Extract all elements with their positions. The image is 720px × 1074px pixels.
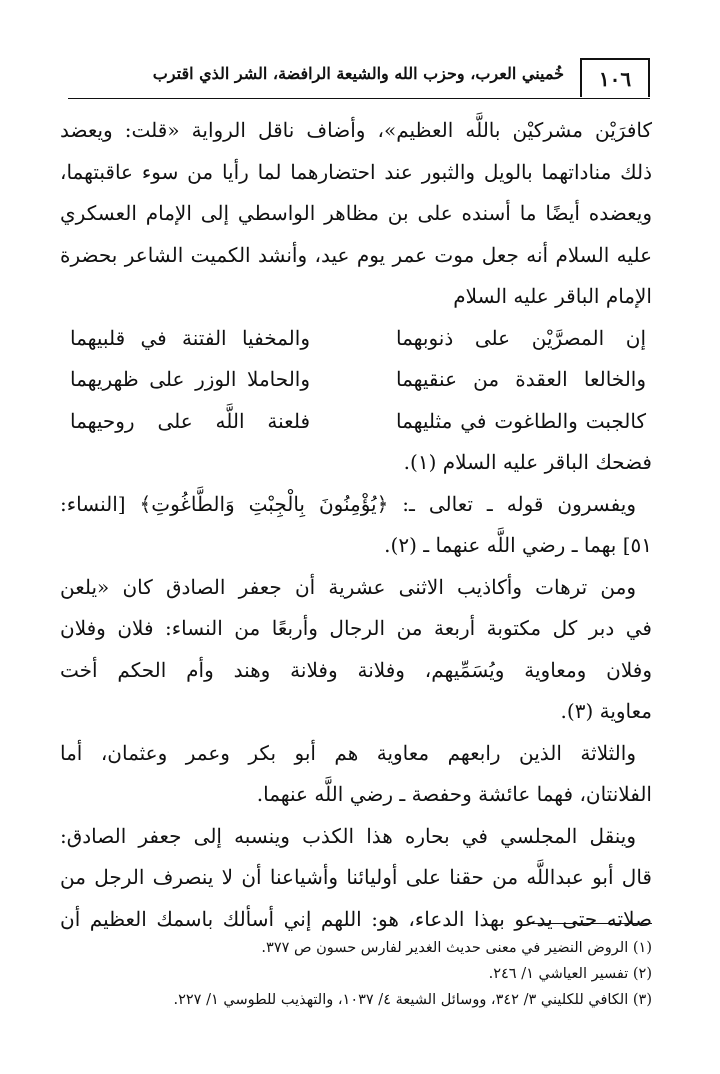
poem-hemistich: فلعنة اللَّه على روحيهما	[70, 408, 310, 433]
text-line: ٥١] بهما ـ رضي اللَّه عنهما ـ (٢).	[384, 533, 652, 557]
poem-hemistich: والمخفيا الفتنة في قلبيهما	[70, 325, 310, 350]
text-line: ذلك مناداتهما بالويل والثبور عند احتضارهما لما رأيا من سوء عاقبتهما،	[60, 159, 653, 184]
text-line: قال أبو عبداللَّه من حقنا على أوليائنا وأشياعنا أن لا ينصرف الرجل من	[60, 865, 652, 889]
running-title: خُميني العرب، وحزب الله والشيعة الرافضة، الشر الذي اقترب	[152, 64, 564, 83]
text-line: ويعضده أيضًا ما أسنده على بن مظاهر الواسطي إلى الإمام العسكري	[60, 201, 652, 225]
text-line: معاوية (٣).	[560, 699, 652, 723]
text-line: وفلان ومعاوية ويُسَمِّيهم، وفلانة وفلانة وهند وأم الحكم أخت	[60, 657, 652, 682]
text-line: في دبر كل مكتوبة أربعة من الرجال وأربعًا من النساء: فلان وفلان	[60, 616, 652, 640]
footnote-separator	[532, 923, 652, 924]
poem-verse	[60, 318, 652, 360]
text-line: صلاته حتى يدعو بهذا الدعاء، هو: اللهم إني أسألك باسمك العظيم أن	[60, 906, 652, 931]
text-line: ومن ترهات وأكاذيب الاثنى عشرية أن جعفر الصادق كان «يلعن	[60, 574, 636, 599]
footnotes	[62, 935, 652, 1013]
text-line: الفلانتان، فهما عائشة وحفصة ـ رضي اللَّه عنهما.	[256, 782, 652, 806]
poem-verse	[60, 359, 652, 401]
text-line: والثلاثة الذين رابعهم معاوية هم أبو بكر وعمر وعثمان، أما	[60, 740, 636, 765]
text-line: وينقل المجلسي في بحاره هذا الكذب وينسبه إلى جعفر الصادق:	[60, 823, 636, 848]
poem-hemistich: والخالعا العقدة من عنقيهما	[396, 367, 646, 391]
text-line: ويفسرون قوله ـ تعالى ـ: ﴿يُؤْمِنُونَ بِالْجِبْتِ وَالطَّاغُوتِ﴾ [النساء:	[60, 491, 636, 516]
footnote: (٢) تفسير العياشي ١/ ٢٤٦.	[488, 966, 652, 982]
page-number: ١٠٦	[580, 58, 650, 97]
main-text	[60, 110, 652, 940]
text-line: كافرَيْن مشركيْن باللَّه العظيم»، وأضاف ناقل الرواية «قلت: ويعضد	[60, 118, 652, 142]
poem-hemistich: والحاملا الوزر على ظهريهما	[70, 367, 310, 391]
poem-hemistich: كالجبت والطاغوت في مثليهما	[396, 408, 646, 433]
footnote: (١) الروض النضير في معنى حديث الغدير لفارس حسون ص ٣٧٧.	[261, 940, 652, 956]
footnote: (٣) الكافي للكليني ٣/ ٣٤٢، ووسائل الشيعة ٤/ ١٠٣٧، والتهذيب للطوسي ١/ ٢٢٧.	[173, 992, 652, 1008]
text-line: فضحك الباقر عليه السلام (١).	[403, 450, 652, 474]
page-header	[68, 58, 650, 99]
text-line: الإمام الباقر عليه السلام	[453, 284, 652, 308]
text-line: عليه السلام أنه جعل موت عمر يوم عيد، وأنشد الكميت الشاعر بحضرة	[60, 242, 652, 267]
poem-verse	[60, 401, 652, 443]
poem-hemistich: إن المصرَّيْن على ذنوبهما	[396, 325, 646, 350]
